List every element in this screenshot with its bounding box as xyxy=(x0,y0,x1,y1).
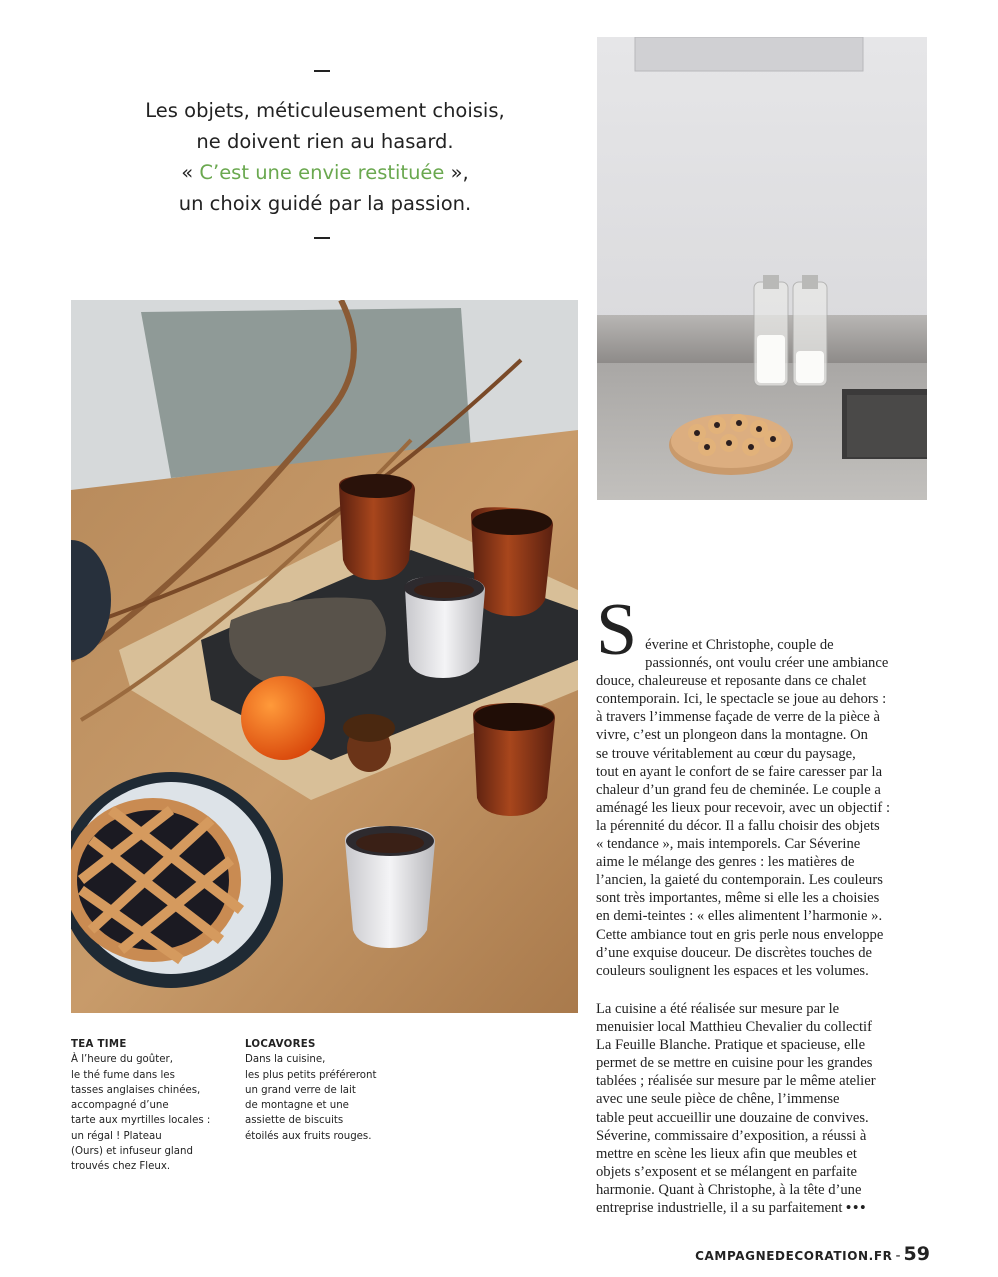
article-line: douce, chaleureuse et reposante dans ce chalet xyxy=(596,673,867,690)
caption-line: À l’heure du goûter, xyxy=(71,1054,173,1066)
article-line: mettre en scène les lieux afin que meubles et xyxy=(596,1145,857,1162)
article-line: tout en ayant le confort de se faire caresser par la xyxy=(596,763,883,780)
caption-line: tarte aux myrtilles locales : xyxy=(71,1115,211,1127)
drop-cap: S xyxy=(596,589,638,671)
article-line: aime le mélange des genres : les matières de xyxy=(596,854,855,871)
caption-line: étoilés aux fruits rouges. xyxy=(245,1130,372,1142)
pull-quote xyxy=(80,95,570,219)
article-line xyxy=(596,1199,928,1217)
caption-locavores xyxy=(245,1037,425,1144)
article-line: Séverine, commissaire d’exposition, a réussi à xyxy=(596,1127,867,1144)
caption-line: un grand verre de lait xyxy=(245,1084,356,1096)
quote-dash-top xyxy=(314,70,330,72)
article-line: table peut accueillir une douzaine de convives. xyxy=(596,1109,869,1126)
caption-line: accompagné d’une xyxy=(71,1100,169,1112)
article-line: en demi-teintes : « elles alimentent l’harmonie ». xyxy=(596,908,883,925)
article-line: chaleur d’un grand feu de cheminée. Le couple a xyxy=(596,781,881,798)
article-line: « tendance », mais intemporels. Car Séverine xyxy=(596,836,861,853)
footer-site: CAMPAGNEDECORATION.FR xyxy=(695,1249,893,1263)
article-paragraph-2 xyxy=(596,1000,928,1217)
caption-line: (Ours) et infuseur gland xyxy=(71,1146,193,1158)
quote-line-3 xyxy=(80,157,570,188)
caption-line: le thé fume dans les xyxy=(71,1069,175,1081)
quote-line-1: Les objets, méticuleusement choisis, xyxy=(145,99,505,122)
article-line: La Feuille Blanche. Pratique et spacieuse, elle xyxy=(596,1037,866,1054)
article-line: à travers l’immense façade de verre de la pièce à xyxy=(596,709,881,726)
article-line: l’ancien, la gaieté du contemporain. Les couleurs xyxy=(596,872,883,889)
article-line: menuisier local Matthieu Chevalier du collectif xyxy=(596,1019,872,1036)
article-last-line: entreprise industrielle, il a su parfaitement xyxy=(596,1200,843,1217)
caption-line: un régal ! Plateau xyxy=(71,1130,162,1142)
article-line: Cette ambiance tout en gris perle nous enveloppe xyxy=(596,926,884,943)
caption-tea-time xyxy=(71,1037,246,1175)
quote-dash-bottom xyxy=(314,237,330,239)
article-line: La cuisine a été réalisée sur mesure par le xyxy=(596,1001,840,1017)
article-line: se trouve véritablement au cœur du paysage, xyxy=(596,745,856,762)
article-line: aménagé les lieux pour recevoir, avec un objectif : xyxy=(596,799,890,816)
quote-open: « xyxy=(181,161,200,184)
article-line: la pérennité du décor. Il a fallu choisir des objets xyxy=(596,817,880,834)
article-line: contemporain. Ici, le spectacle se joue au dehors : xyxy=(596,691,887,708)
article-line: vivre, c’est un plongeon dans la montagne. On xyxy=(596,727,868,744)
kitchen-photo xyxy=(597,37,927,500)
article-line: permet de se mettre en cuisine pour les grandes xyxy=(596,1055,873,1072)
caption-title: LOCAVORES xyxy=(245,1039,316,1050)
article-line: d’une exquise douceur. De discrètes touches de xyxy=(596,944,872,961)
caption-line: Dans la cuisine, xyxy=(245,1054,326,1066)
article-line: objets s’exposent et se mélangent en parfaite xyxy=(596,1163,857,1180)
caption-line: assiette de biscuits xyxy=(245,1115,344,1127)
quote-line-4: un choix guidé par la passion. xyxy=(178,192,472,215)
caption-line: les plus petits préféreront xyxy=(245,1069,377,1081)
tea-time-photo xyxy=(71,300,578,1013)
article-line: couleurs soulignent les espaces et les volumes. xyxy=(596,962,869,979)
quote-close: », xyxy=(444,161,469,184)
page-number: 59 xyxy=(903,1243,930,1265)
article-line: sont très importantes, même si elle les a choisies xyxy=(596,890,880,907)
article-paragraph-1 xyxy=(596,589,928,980)
caption-line: tasses anglaises chinées, xyxy=(71,1084,201,1096)
article-line: passionnés, ont voulu créer une ambiance xyxy=(645,655,889,672)
article-line: harmonie. Quant à Christophe, à la tête d’une xyxy=(596,1181,862,1198)
caption-title: TEA TIME xyxy=(71,1039,127,1050)
footer-separator: - xyxy=(895,1248,901,1264)
caption-line: trouvés chez Fleux. xyxy=(71,1161,171,1173)
article-line: avec une seule pièce de chêne, l’immense xyxy=(596,1091,840,1108)
page-footer xyxy=(695,1243,930,1265)
continuation-dots: ••• xyxy=(846,1200,868,1217)
quote-highlight: C’est une envie restituée xyxy=(199,161,445,184)
article-line: tablées ; réalisée sur mesure par le même atelier xyxy=(596,1073,876,1090)
caption-line: de montagne et une xyxy=(245,1100,349,1112)
quote-line-2: ne doivent rien au hasard. xyxy=(196,130,454,153)
article-line: éverine et Christophe, couple de xyxy=(645,637,834,653)
